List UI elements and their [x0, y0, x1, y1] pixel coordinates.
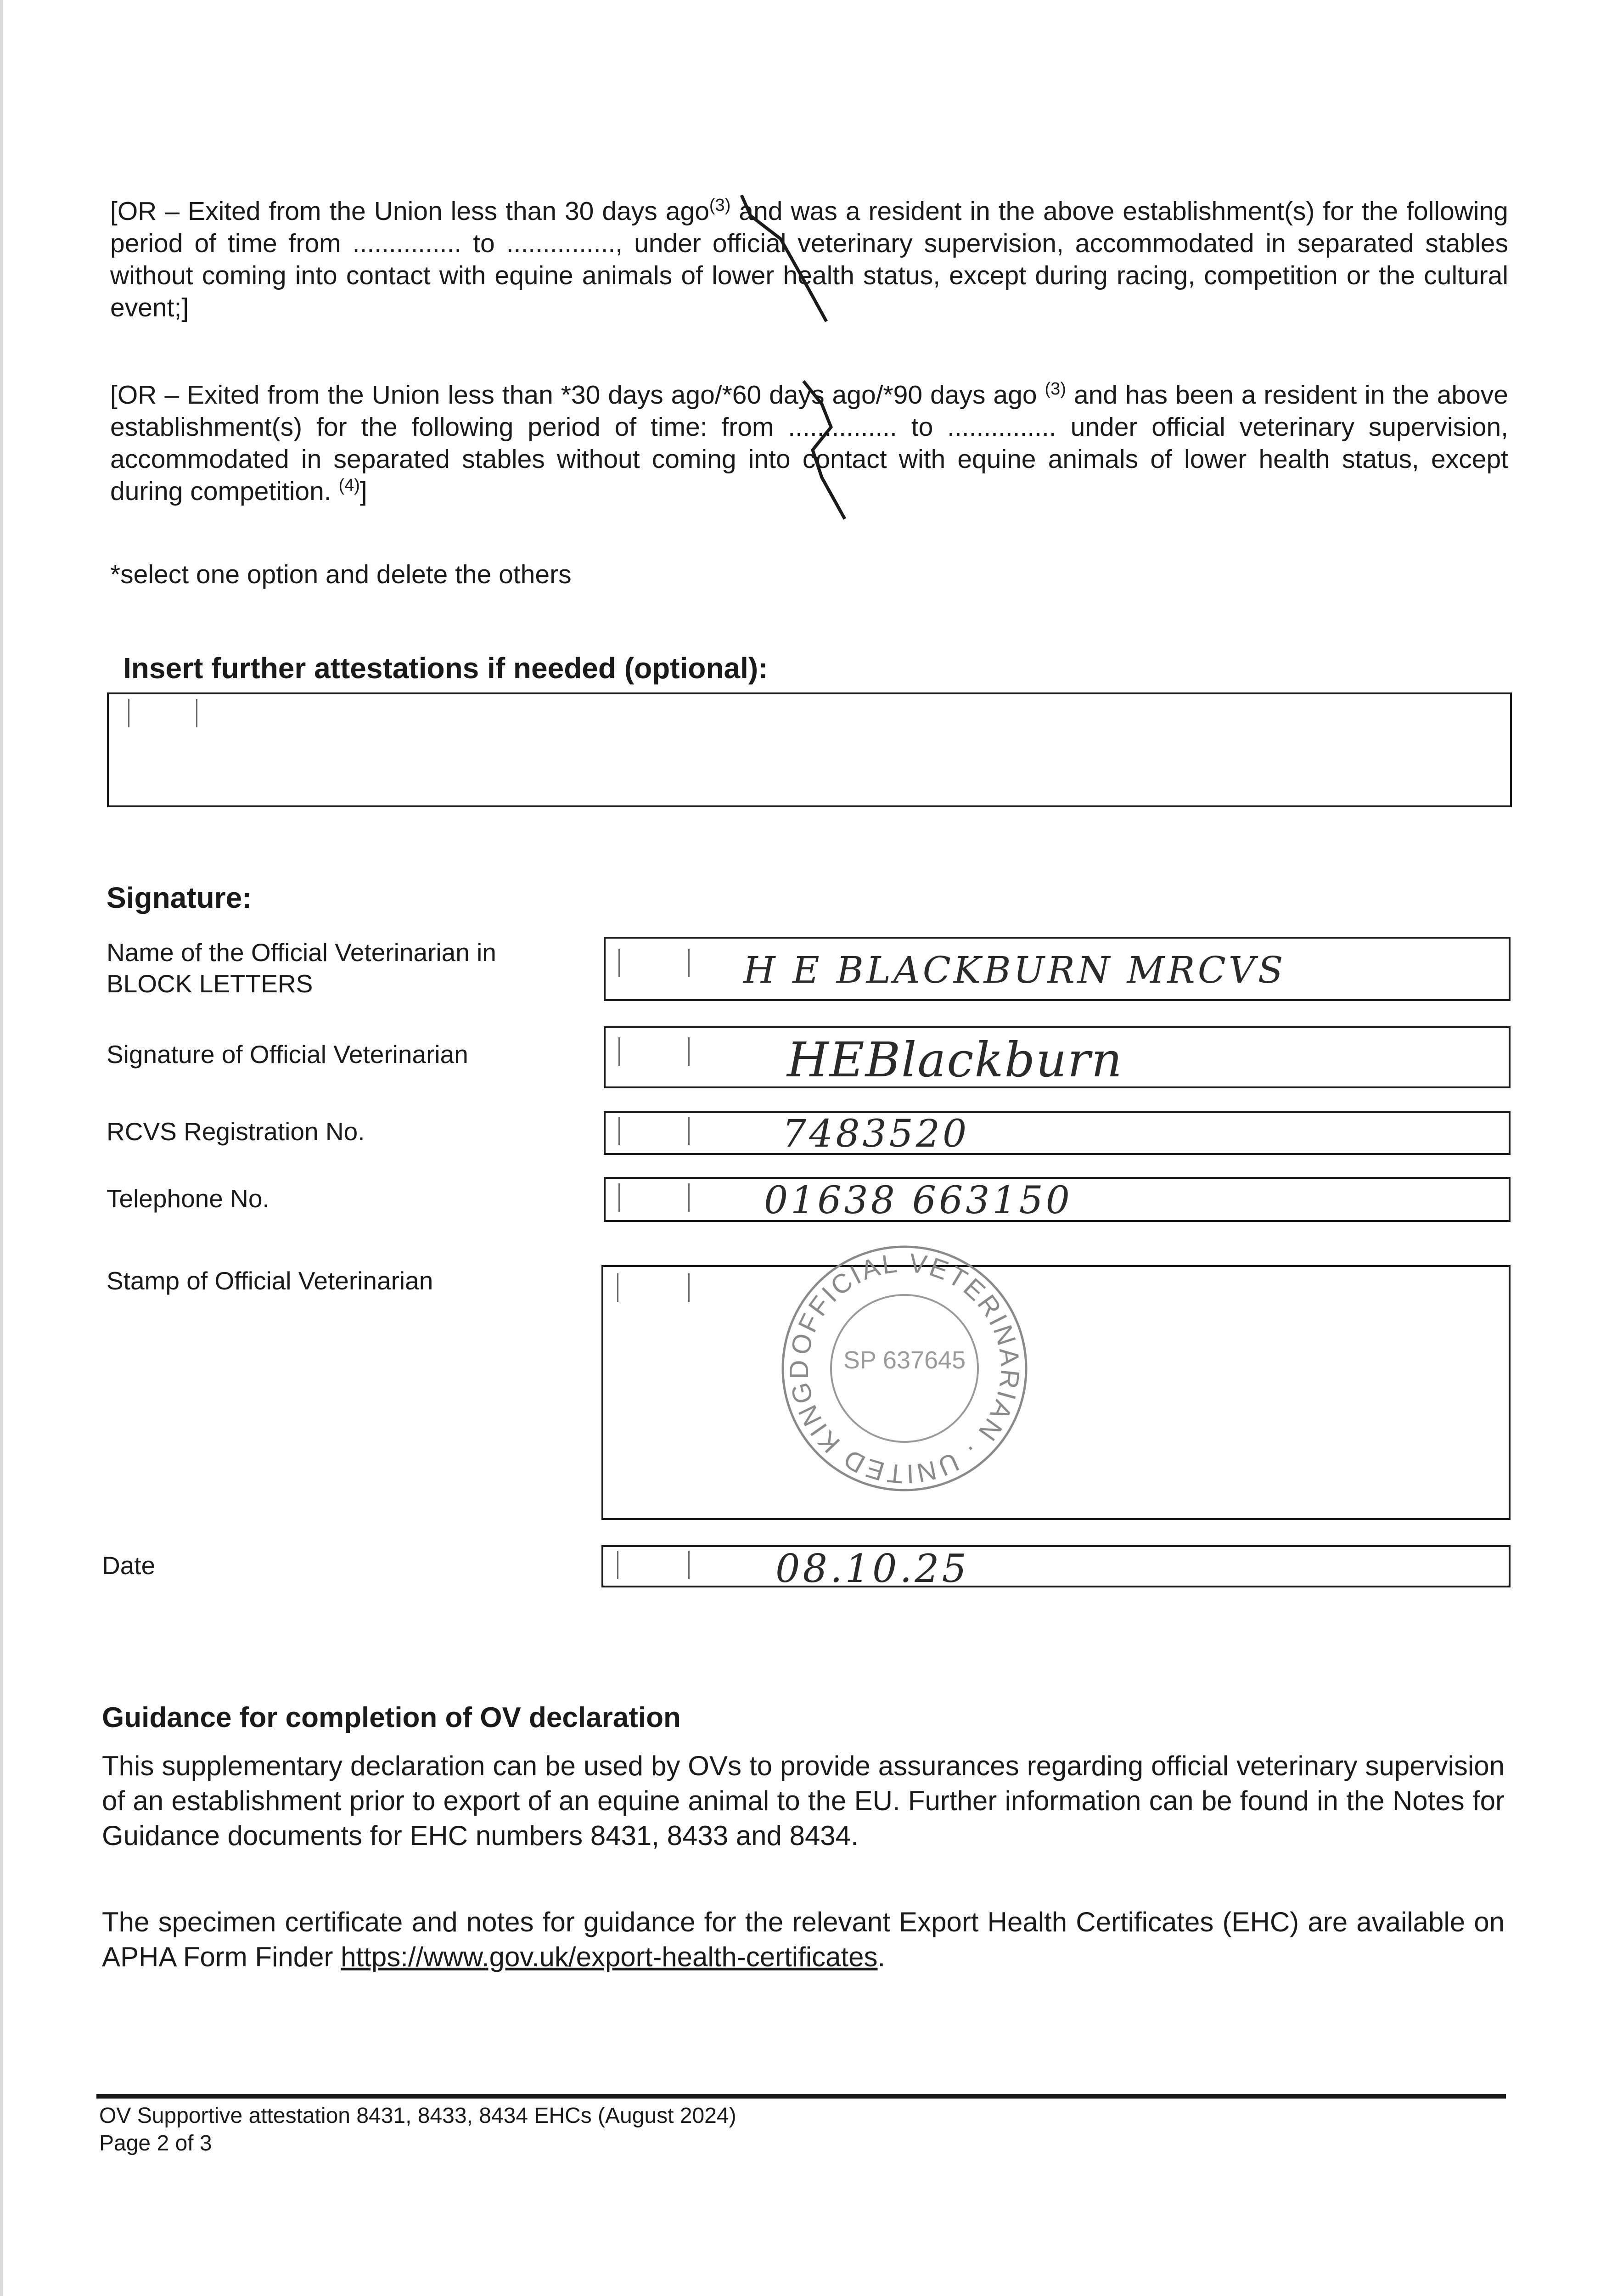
name-label: Name of the Official Veterinarian in BLOCK LETTERS — [107, 938, 496, 998]
signature-label: Signature of Official Veterinarian — [107, 1040, 468, 1069]
field-cursor — [688, 1037, 690, 1066]
guidance-p2-end: . — [877, 1941, 886, 1972]
field-cursor — [688, 1273, 690, 1302]
name-handwriting: H E BLACKBURN MRCVS — [743, 949, 1286, 991]
field-cursor — [128, 699, 129, 727]
further-attestations-field[interactable] — [107, 692, 1512, 807]
field-cursor — [196, 699, 197, 727]
field-cursor — [618, 949, 620, 977]
p2-end: ] — [359, 477, 367, 506]
guidance-paragraph-2 — [102, 1905, 1505, 1975]
field-cursor — [618, 1183, 620, 1212]
field-cursor — [688, 1183, 690, 1212]
footer-rule — [96, 2094, 1506, 2099]
field-cursor — [688, 1551, 690, 1579]
guidance-heading: Guidance for completion of OV declaration — [102, 1702, 681, 1733]
stamp-ring-text: OFFICIAL VETERINARIAN · UNITED KINGDOM — [764, 1216, 1025, 1489]
date-handwriting: 08.10.25 — [775, 1546, 970, 1591]
guidance-paragraph-1: This supplementary declaration can be used by OVs to provide assurances regarding official veterinary supervision of an establishment prior to export of an equine animal to the EU. Further information can be found in the Notes for Guidance documents for EHC numbers 8431, 8433 and 8434. — [102, 1750, 1505, 1851]
phone-field[interactable] — [604, 1177, 1511, 1222]
official-stamp — [764, 1216, 1033, 1497]
p2-text-cont: and has been a resident in the above establishment(s) for the following period of time: from ............... to ............... under official veterinary supervision, accommodated in separated stables without coming into contact with equine animals of lower health status, except during competition. — [110, 380, 1508, 506]
name-field[interactable] — [604, 937, 1511, 1001]
p1-footnote: (3) — [709, 196, 731, 215]
rcvs-label: RCVS Registration No. — [107, 1117, 365, 1146]
phone-handwriting: 01638 663150 — [764, 1179, 1073, 1222]
phone-label: Telephone No. — [107, 1184, 270, 1213]
date-field[interactable] — [601, 1545, 1511, 1591]
field-cursor — [688, 949, 690, 977]
signature-field[interactable] — [604, 1026, 1511, 1088]
field-cursor — [618, 1117, 620, 1145]
field-cursor — [617, 1551, 618, 1579]
field-cursor — [618, 1037, 620, 1066]
field-cursor — [688, 1117, 690, 1145]
export-health-certificates-link[interactable]: https://www.gov.uk/export-health-certificates — [341, 1941, 878, 1972]
footer-title: OV Supportive attestation 8431, 8433, 8434 EHCs (August 2024) — [99, 2104, 736, 2128]
p1-text: [OR – Exited from the Union less than 30 days ago — [110, 197, 709, 226]
field-cursor — [617, 1273, 618, 1302]
signature-heading: Signature: — [107, 881, 252, 914]
stamp-label: Stamp of Official Veterinarian — [107, 1266, 433, 1295]
rcvs-handwriting: 7483520 — [782, 1112, 970, 1156]
strike-mark-1 — [741, 195, 826, 321]
p1-text-cont: and was a resident in the above establishment(s) for the following period of time from ............... to ..............., under official veterinary supervision, accommodated in separated stables without coming into contact with equine animals of lower health status, except during racing, competition or the cultural event;] — [110, 197, 1508, 322]
guidance-p2-text: The specimen certificate and notes for guidance for the relevant Export Health Certificates (EHC) are available on APHA Form Finder — [102, 1907, 1505, 1972]
signature-handwriting: HEBlackburn — [787, 1032, 1123, 1088]
further-attestations-heading: Insert further attestations if needed (optional): — [123, 652, 768, 685]
p2-footnote: (3) — [1045, 379, 1066, 399]
rcvs-field[interactable] — [604, 1111, 1511, 1155]
strike-mark-2 — [803, 381, 845, 519]
stamp-code: SP 637645 — [843, 1346, 966, 1374]
select-note: *select one option and delete the others — [110, 560, 572, 589]
date-label: Date — [102, 1551, 156, 1580]
p2-text: [OR – Exited from the Union less than *30 days ago/*60 days ago/*90 days ago — [110, 380, 1045, 410]
p2-footnote-4: (4) — [338, 476, 360, 495]
stamp-field[interactable] — [601, 1265, 1511, 1520]
page-number: Page 2 of 3 — [99, 2131, 212, 2155]
